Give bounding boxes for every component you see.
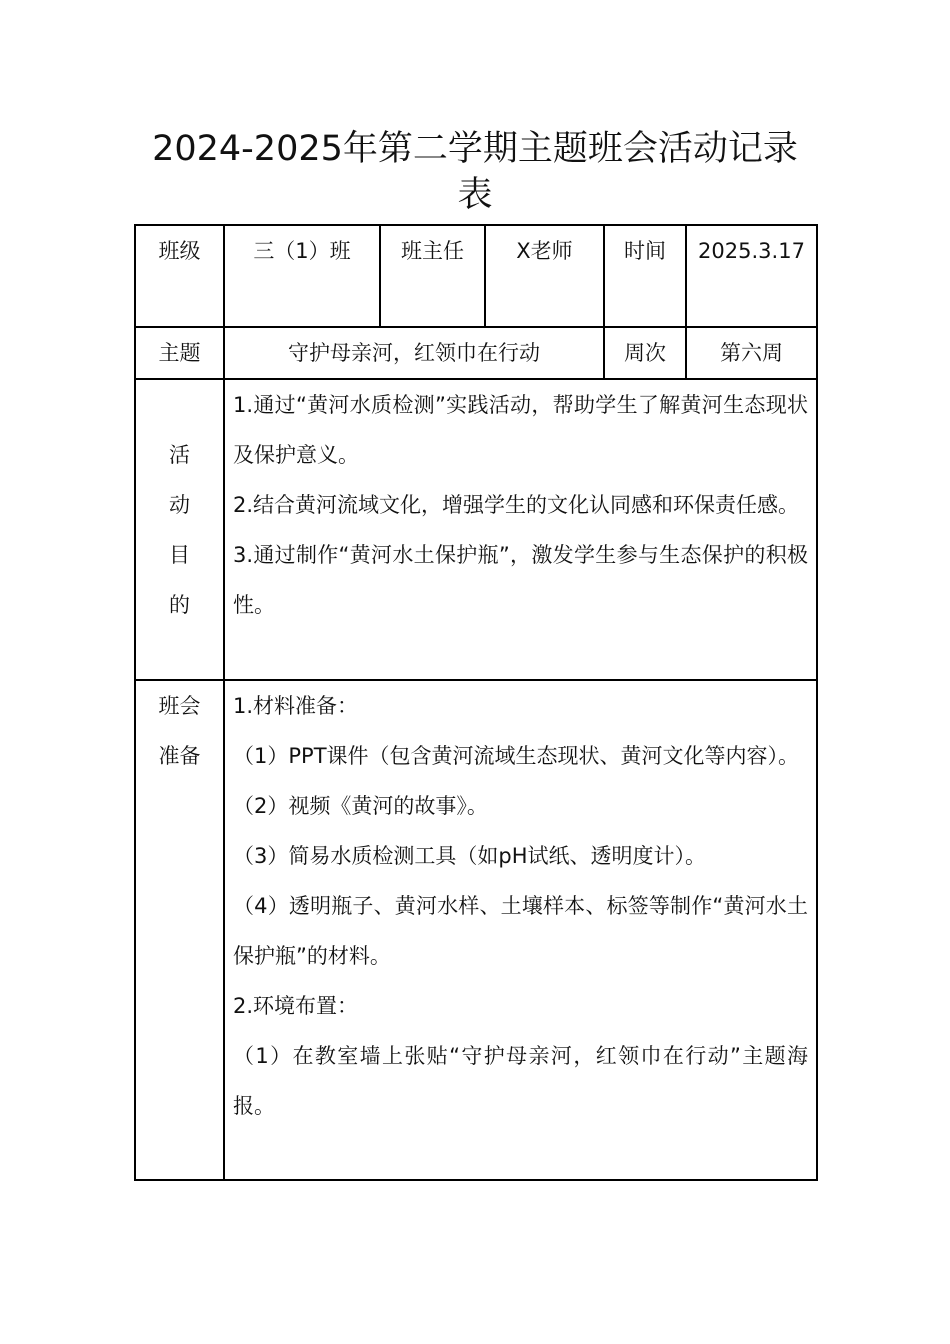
purpose-item: 1.通过“黄河水质检测”实践活动，帮助学生了解黄河生态现状及保护意义。 [233,393,808,467]
purpose-item: 3.通过制作“黄河水土保护瓶”，激发学生参与生态保护的积极性。 [233,543,808,617]
teacher-label: 班主任 [380,225,485,327]
class-label: 班级 [135,225,224,327]
purpose-label [135,379,224,680]
theme-value: 守护母亲河，红领巾在行动 [224,327,604,379]
prep-label-line: 班会 [158,694,201,718]
time-label: 时间 [604,225,686,327]
week-label: 周次 [604,327,686,379]
purpose-label-char: 的 [169,592,190,617]
title-line-1: 2024-2025年第二学期主题班会活动记录 [152,129,798,169]
table-row-theme [135,327,817,379]
teacher-value: X老师 [485,225,604,327]
week-value: 第六周 [686,327,817,379]
title-line-2: 表 [457,175,493,215]
table-row-class-info [135,225,817,327]
purpose-label-char: 动 [169,492,190,517]
class-value: 三（1）班 [224,225,380,327]
prep-item: 2.环境布置： [233,994,359,1018]
prep-item: （3）简易水质检测工具（如pH试纸、透明度计）。 [233,844,706,868]
prep-label-line: 准备 [158,744,201,768]
table-row-preparation [135,680,817,1180]
prep-item: （4）透明瓶子、黄河水样、土壤样本、标签等制作“黄河水土保护瓶”的材料。 [233,894,808,968]
purpose-item: 2.结合黄河流域文化，增强学生的文化认同感和环保责任感。 [233,493,800,517]
activity-record-table [134,224,818,1181]
purpose-label-char: 目 [169,542,190,567]
purpose-label-char: 活 [169,442,190,467]
document-title [130,126,820,218]
prep-item: 1.材料准备： [233,694,359,718]
purpose-content [224,379,817,680]
prep-content [224,680,817,1180]
time-value: 2025.3.17 [686,225,817,327]
prep-item: （1）在教室墙上张贴“守护母亲河，红领巾在行动”主题海报。 [233,1044,808,1118]
prep-label [135,680,224,1180]
prep-item: （2）视频《黄河的故事》。 [233,794,488,818]
table-row-purpose [135,379,817,680]
theme-label: 主题 [135,327,224,379]
prep-item: （1）PPT课件（包含黄河流域生态现状、黄河文化等内容）。 [233,744,800,768]
